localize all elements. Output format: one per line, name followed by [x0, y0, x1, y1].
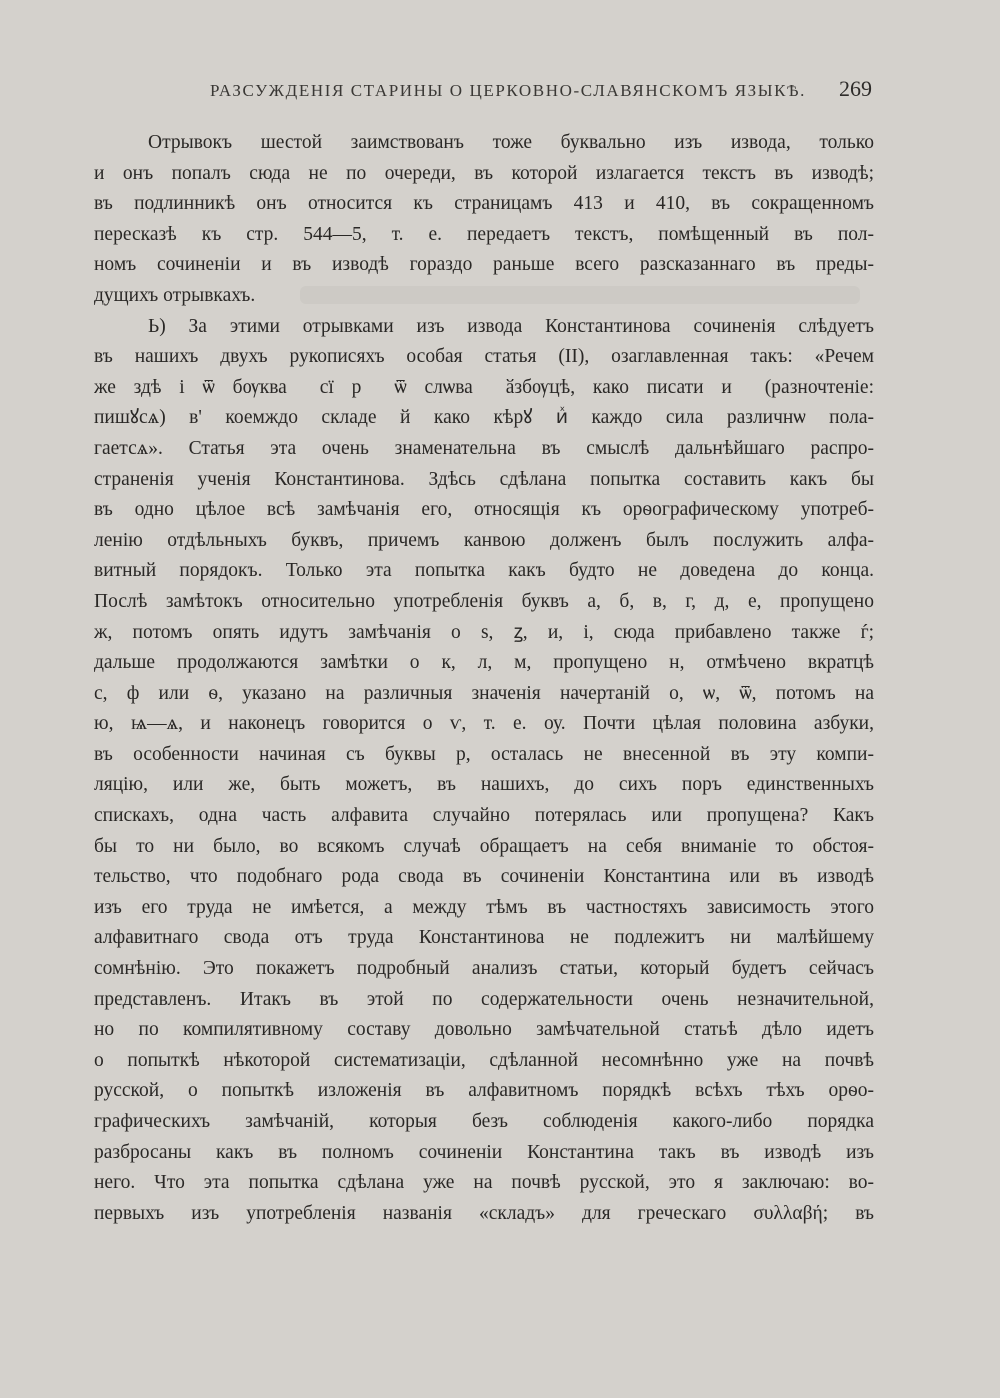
paragraph-2 — [94, 312, 874, 1230]
text-line: графическихъ замѣчаній, которыя безъ соблюденія какого-либо порядка — [94, 1111, 874, 1132]
text-line: представленъ. Итакъ въ этой по содержательности очень незначительной, — [94, 988, 874, 1010]
text-line: изъ его труда не имѣется, а между тѣмъ въ частностяхъ зависимость этого — [94, 896, 874, 918]
text-line: о попыткѣ нѣкоторой систематизаціи, сдѣланной несомнѣнно уже на почвѣ — [94, 1049, 874, 1071]
text-line: же здѣ і ѿ бѹкваⷯ сї рⷱ ѿ слѡваⷯ ӑзбѹцѣ, како писати иⷯ (разночтеніе: — [94, 376, 874, 398]
text-line: пишꙋсѧ) в' коемждо складе й како кѣрꙋ иⷯ каждо сила различнѡ пола- — [94, 407, 874, 429]
running-title: РАЗСУЖДЕНІЯ СТАРИНЫ О ЦЕРКОВНО-СЛАВЯНСКОМЪ ЯЗЫКѢ. — [210, 81, 806, 100]
text-line: ляцію, или же, быть можетъ, въ нашихъ, до сихъ поръ единственныхъ — [94, 774, 874, 796]
text-line: въ одно цѣлое всѣ замѣчанія его, относящія къ орѳографическому употреб- — [94, 499, 874, 521]
body-text — [94, 128, 874, 1229]
text-line: витный порядокъ. Только эта попытка какъ будто не доведена до конца. — [94, 560, 874, 582]
text-line: бы то ни было, во всякомъ случаѣ обращаетъ на себя вниманіе то обстоя- — [94, 835, 874, 857]
text-line: ю, ѩ—ѧ, и наконецъ говорится о ѵ, т. е. оу. Почти цѣлая половина азбуки, — [94, 713, 874, 735]
text-line: дущихъ отрывкахъ. — [94, 284, 256, 306]
text-line: с, ф или ѳ, указано на различныя значенія начертаній о, ѡ, ѿ, потомъ на — [94, 682, 874, 704]
text-line: русской, о попыткѣ изложенія въ алфавитномъ порядкѣ всѣхъ тѣхъ орѳо- — [94, 1080, 874, 1102]
text-line: гаетсѧ». Статья эта очень знаменательна въ смыслѣ дальнѣйшаго распро- — [94, 437, 874, 459]
text-line: пересказѣ къ стр. 544—5, т. е. передаетъ текстъ, помѣщенный въ пол- — [94, 223, 874, 245]
page-number: 269 — [839, 76, 872, 101]
text-line: Ь) За этими отрывками изъ извода Константинова сочиненія слѣдуетъ — [148, 315, 874, 337]
text-line: но по компилятивному составу довольно замѣчательной статьѣ дѣло идетъ — [94, 1019, 874, 1041]
page-header — [210, 76, 872, 106]
text-line: сомнѣнію. Это покажетъ подробный анализъ статьи, который будетъ сейчасъ — [94, 958, 874, 980]
text-line: разбросаны какъ въ полномъ сочиненіи Константина такъ въ изводѣ изъ — [94, 1141, 874, 1163]
text-line: страненія ученія Константинова. Здѣсь сдѣлана попытка составить какъ бы — [94, 468, 874, 490]
text-line: тельство, что подобнаго рода свода въ сочиненіи Константина или въ изводѣ — [94, 866, 874, 888]
text-line: и онъ попалъ сюда не по очереди, въ которой излагается текстъ въ изводѣ; — [94, 162, 874, 184]
text-line: алфавитнаго свода отъ труда Константинова не подлежитъ ни малѣйшему — [94, 927, 874, 949]
text-line: него. Что эта попытка сдѣлана уже на почвѣ русской, это я заключаю: во- — [94, 1172, 874, 1194]
text-line: въ особенности начиная съ буквы р, осталась не внесенной въ эту компи- — [94, 743, 874, 765]
text-line: Отрывокъ шестой заимствованъ тоже буквально изъ извода, только — [148, 132, 874, 153]
text-line: ленію отдѣльныхъ буквъ, причемъ канвою долженъ былъ послужить алфа- — [94, 529, 874, 551]
paragraph-1 — [94, 128, 874, 312]
text-line: въ нашихъ двухъ рукописяхъ особая статья (II), озаглавленная такъ: «Речем — [94, 346, 874, 368]
text-line: дальше продолжаются замѣтки о к, л, м, пропущено н, отмѣчено вкратцѣ — [94, 652, 874, 674]
text-line: въ подлинникѣ онъ относится къ страницамъ 413 и 410, въ сокращенномъ — [94, 193, 874, 215]
text-line: спискахъ, одна часть алфавита случайно потерялась или пропущена? Какъ — [94, 805, 874, 827]
text-line: первыхъ изъ употребленія названія «складъ» для греческаго συλλαβή; въ — [94, 1202, 874, 1224]
text-line: ж, потомъ опять идутъ замѣчанія о ѕ, ꙁ, и, і, сюда прибавлено также ѓ; — [94, 621, 874, 643]
text-line: Послѣ замѣтокъ относительно употребленія буквъ а, б, в, г, д, е, пропущено — [94, 590, 874, 612]
text-line: номъ сочиненіи и въ изводѣ гораздо раньше всего разсказаннаго въ преды- — [94, 254, 874, 276]
